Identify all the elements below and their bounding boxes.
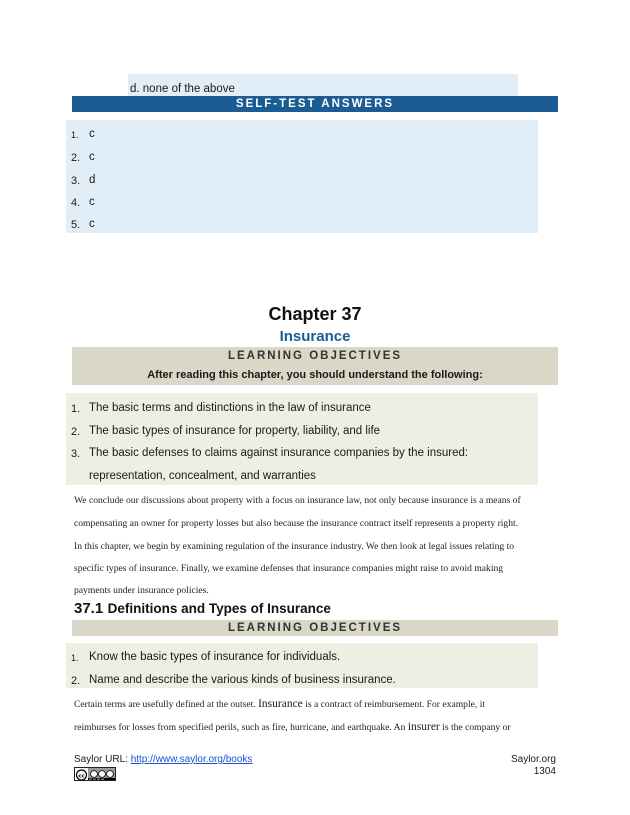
body-text: reimburses for losses from specified perils, such as fire, hurricane, and earthquake. An — [74, 722, 408, 733]
objective-number: 1. — [71, 653, 79, 663]
paragraph-line: In this chapter, we begin by examining regulation of the insurance industry. We then look at legal issues relating to — [74, 541, 515, 552]
answer-value: c — [89, 218, 95, 230]
body-text: is the company or — [439, 722, 511, 733]
defined-term: insurer — [407, 721, 440, 733]
answer-number: 4. — [71, 197, 81, 209]
answer-value: c — [89, 128, 95, 140]
learning-objectives-intro: After reading this chapter, you should understand the following: — [147, 369, 483, 381]
answer-value: c — [89, 151, 95, 163]
objective-number: 2. — [71, 675, 81, 687]
objective-item-continued: representation, concealment, and warranties — [89, 470, 316, 482]
body-text: Certain terms are usefully defined at the outset. — [74, 699, 259, 710]
answer-number: 1. — [71, 130, 79, 140]
objective-item: The basic terms and distinctions in the law of insurance — [89, 402, 371, 414]
answer-value: d — [89, 174, 96, 186]
objective-item: The basic defenses to claims against insurance companies by the insured: — [89, 447, 469, 459]
objective-item: The basic types of insurance for property, liability, and life — [89, 425, 381, 437]
section-title: Definitions and Types of Insurance — [107, 601, 331, 616]
answer-option-d: d. none of the above — [130, 83, 235, 95]
defined-term: Insurance — [258, 698, 303, 710]
footer-url-line — [74, 754, 252, 765]
section-number: 37.1 — [74, 600, 104, 617]
answer-number: 2. — [71, 152, 81, 164]
chapter-title: Chapter 37 — [268, 304, 362, 324]
paragraph-line: compensating an owner for property losses but also because the insurance contract itself represents a property right. — [74, 518, 519, 529]
objective-number: 1. — [71, 403, 81, 415]
body-line — [74, 698, 485, 710]
objective-number: 2. — [71, 426, 81, 438]
learning-objectives-title: LEARNING OBJECTIVES — [227, 350, 403, 362]
svg-text:cc: cc — [78, 773, 85, 780]
paragraph-line: payments under insurance policies. — [74, 585, 209, 596]
answer-value: c — [89, 196, 95, 208]
footer-page-number: 1304 — [533, 766, 556, 777]
footer-site: Saylor.org — [510, 754, 556, 765]
self-test-header: SELF-TEST ANSWERS — [72, 96, 558, 112]
paragraph-line: specific types of insurance. Finally, we examine defenses that insurance companies might raise to avoid making — [74, 563, 504, 574]
footer-url-link[interactable]: http://www.saylor.org/books — [130, 754, 253, 765]
objective-item: Know the basic types of insurance for individuals. — [89, 651, 341, 663]
answer-number: 5. — [71, 219, 81, 231]
self-test-answers-box — [66, 120, 538, 233]
objective-number: 3. — [71, 448, 81, 460]
body-line — [74, 721, 511, 733]
footer-url-label: Saylor URL: — [74, 754, 131, 765]
body-text: is a contract of reimbursement. For example, it — [302, 699, 486, 710]
answer-number: 3. — [71, 175, 81, 187]
license-text: cc by nc sa — [89, 777, 105, 781]
section-heading — [74, 600, 331, 618]
chapter-subtitle: Insurance — [279, 328, 351, 345]
creative-commons-badge — [74, 767, 116, 781]
paragraph-line: We conclude our discussions about property with a focus on insurance law, not only because insurance is a means of — [74, 495, 521, 506]
learning-objectives-header — [72, 347, 558, 385]
section-objectives-header: LEARNING OBJECTIVES — [72, 620, 558, 636]
objective-item: Name and describe the various kinds of business insurance. — [89, 674, 396, 686]
